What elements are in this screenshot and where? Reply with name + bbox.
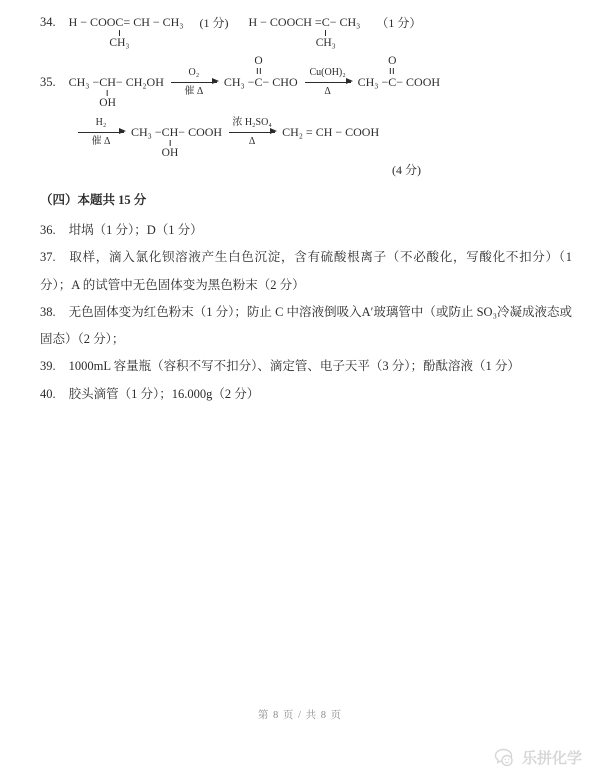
single-bond <box>325 30 326 36</box>
substituent-label: OH <box>161 146 179 159</box>
formula-segment: H − COO <box>68 15 116 29</box>
formula-atom-stack <box>99 74 116 109</box>
question-37 <box>40 244 572 299</box>
formula-atom-stack <box>109 15 130 50</box>
arrow-condition-top: H₂ <box>95 117 107 128</box>
formula-segment: CH₃ − <box>68 74 100 89</box>
formula-atom: C <box>321 15 330 29</box>
single-bond <box>169 140 170 146</box>
formula-atom: CH <box>161 124 179 139</box>
substituent-label: CH₃ <box>315 37 336 50</box>
arrow-condition-top: Cu(OH)₂ <box>309 67 346 78</box>
answer-text: 取样，滴入氯化钡溶液产生白色沉淀，含有硫酸根离子（不必酸化，写酸化不扣分）（1 分）；A 的试管中无色固体变为黑色粉末（2 分） <box>40 250 572 292</box>
answer-text: 无色固体变为红色粉末（1 分）；防止 C 中溶液倒吸入A′玻璃管中（或防止 SO₃冷凝成液态或固态）（2 分）； <box>40 304 572 346</box>
question-39 <box>40 353 572 380</box>
score-label: （1 分） <box>376 16 422 30</box>
answer-text: 胶头滴管（1 分）；16.000g（2 分） <box>68 386 260 401</box>
question-number: 34. <box>40 15 56 29</box>
substituent-label: O <box>388 54 397 67</box>
formula-segment: CH₃ − <box>357 74 389 89</box>
substituent-above <box>254 56 262 76</box>
arrow-shaft <box>171 82 217 83</box>
substituent-below <box>316 29 336 50</box>
substituent-label: OH <box>99 96 116 109</box>
formula-segment: CH₃ − <box>223 74 255 89</box>
formula-segment: H − COOCH = <box>248 15 322 29</box>
answer-text: 1000mL 容量瓶（容积不写不扣分）、滴定管、电子天平（3 分）；酚酞溶液（1 分） <box>68 359 520 374</box>
arrow-shaft <box>305 82 351 83</box>
question-number: 36. <box>40 223 56 237</box>
question-number: 40. <box>40 386 56 401</box>
formula-segment: − COOH <box>396 74 441 89</box>
question-35-reaction-row-2 <box>78 113 572 161</box>
arrow-condition-top: O₂ <box>188 67 200 78</box>
score-line <box>392 161 572 178</box>
question-36 <box>40 217 572 244</box>
formula-atom: C <box>388 74 397 89</box>
arrow-condition-bottom: Δ <box>324 85 331 97</box>
reaction-arrow <box>171 67 217 97</box>
formula-atom-stack <box>315 15 336 50</box>
arrow-condition-bottom: 催 Δ <box>184 85 204 97</box>
brand-watermark <box>494 747 582 768</box>
formula-atom: CH <box>99 74 116 89</box>
answer-text: 坩埚（1 分）；D（1 分） <box>68 223 203 237</box>
chat-bubbles-icon <box>494 748 518 768</box>
arrow-condition-bottom: Δ <box>248 135 256 147</box>
substituent-below <box>162 139 179 160</box>
formula-atom: C <box>115 15 124 29</box>
double-bond <box>257 68 261 74</box>
question-number: 37. <box>40 250 56 265</box>
question-number: 38. <box>40 304 56 319</box>
question-number: 39. <box>40 359 56 374</box>
page-footer: 第 8 页 / 共 8 页 <box>257 710 343 721</box>
arrow-condition-bottom: 催 Δ <box>91 135 111 147</box>
arrow-shaft <box>229 132 275 133</box>
question-34-row <box>40 6 572 50</box>
formula-segment: CH₂ = CH − COOH <box>282 124 380 139</box>
formula-atom-stack <box>388 54 397 90</box>
formula-segment: − COOH <box>178 124 223 139</box>
formula-atom-stack <box>254 54 263 90</box>
formula-segment: − CH₃ <box>329 15 361 29</box>
substituent-below <box>99 89 116 110</box>
arrow-condition-top: 浓 H₂SO₄ <box>232 117 272 128</box>
substituent-label: O <box>254 54 263 67</box>
double-bond <box>390 68 394 74</box>
arrow-shaft <box>78 132 124 133</box>
section-header: （四）本题共 15 分 <box>40 193 147 207</box>
formula-segment: − CH₂OH <box>115 74 164 89</box>
formula-segment: − CHO <box>262 74 298 89</box>
formula-atom: C <box>254 74 263 89</box>
reaction-arrow <box>78 117 124 147</box>
substituent-label: CH₃ <box>109 37 130 50</box>
substituent-above <box>388 56 396 76</box>
brand-name: 乐拼化学 <box>521 750 582 767</box>
score-label: (1 分) <box>199 16 229 30</box>
formula-atom-stack <box>161 124 179 159</box>
question-40 <box>40 381 572 408</box>
formula-segment: CH₃ − <box>131 124 162 139</box>
score-label: (4 分) <box>392 163 421 177</box>
formula-segment: = CH − CH₃ <box>123 15 184 29</box>
question-number: 35. <box>40 74 56 89</box>
substituent-below <box>109 29 129 50</box>
reaction-arrow <box>305 67 351 97</box>
reaction-arrow <box>229 117 275 147</box>
single-bond <box>119 30 120 36</box>
question-35-reaction-row-1 <box>40 53 572 113</box>
question-38 <box>40 299 572 354</box>
single-bond <box>107 90 108 96</box>
